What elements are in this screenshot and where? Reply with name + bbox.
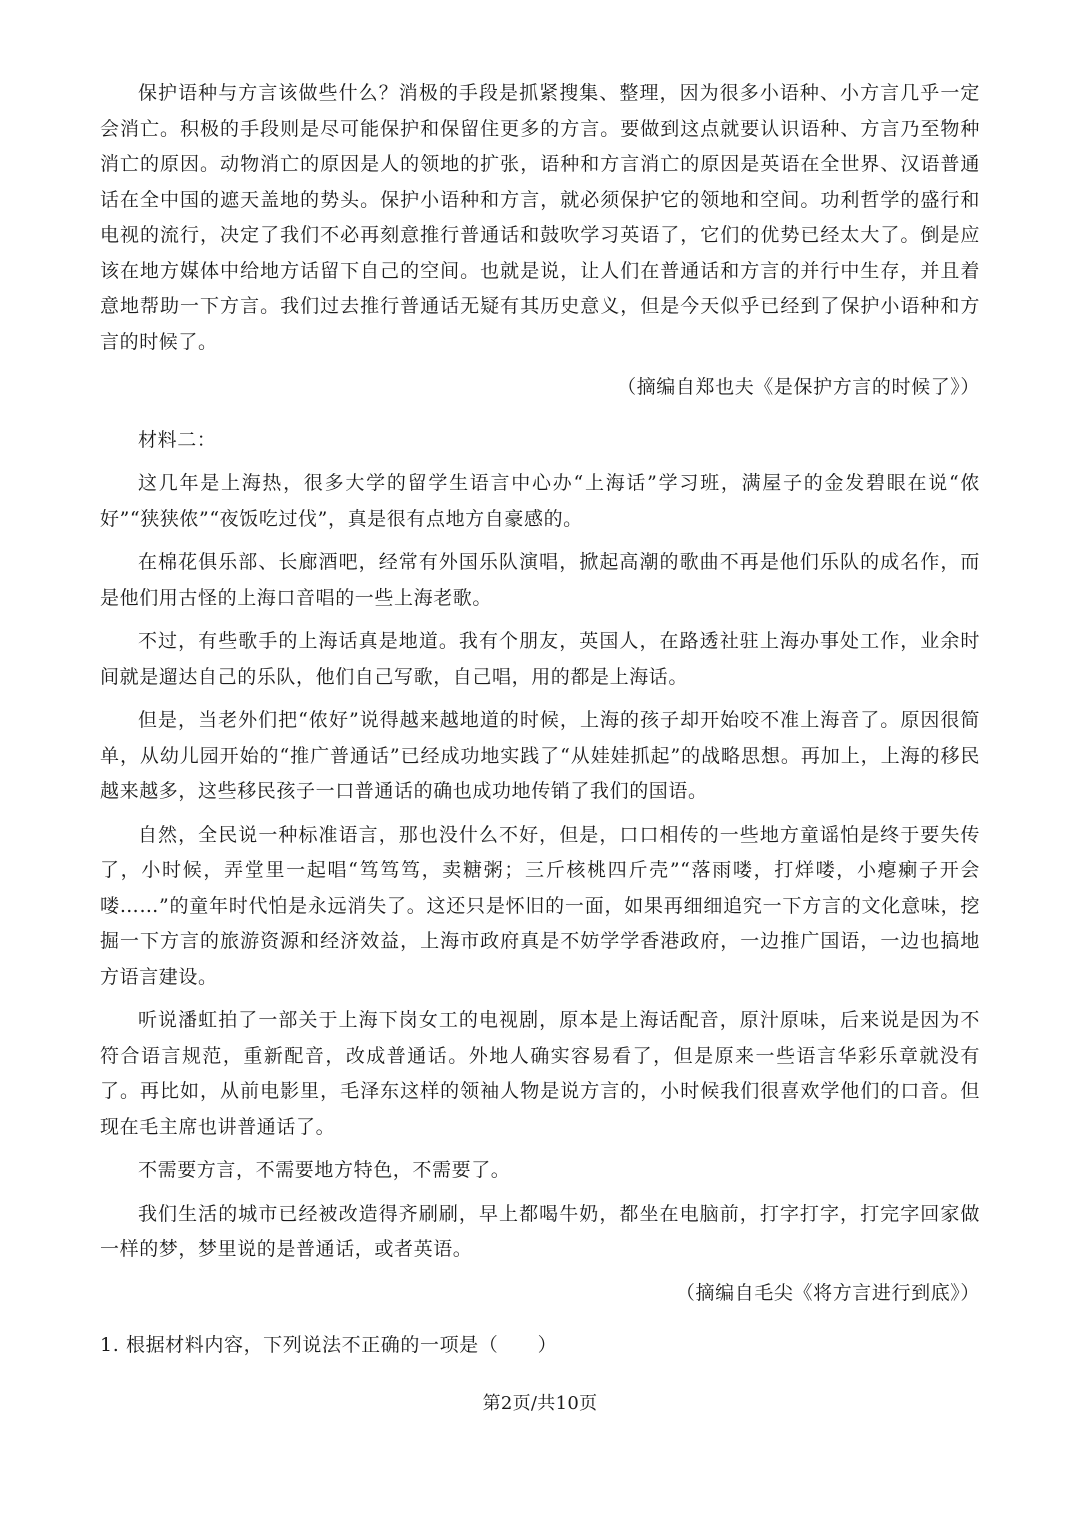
page-number: 第2页/共10页 [482, 1393, 598, 1414]
material2-paragraph: 但是，当老外们把“侬好”说得越来越地道的时候，上海的孩子却开始咬不准上海音了。原因很简单，从幼儿园开始的“推广普通话”已经成功地实践了“从娃娃抓起”的战略思想。再加上，上海的移民越来越多，这些移民孩子一口普通话的确也成功地传销了我们的国语。 [100, 709, 980, 802]
material2-paragraph: 这几年是上海热，很多大学的留学生语言中心办“上海话”学习班，满屋子的金发碧眼在说“侬好”“狭狭侬”“夜饭吃过伐”，真是很有点地方自豪感的。 [100, 472, 980, 530]
material2-paragraph: 不过，有些歌手的上海话真是地道。我有个朋友，英国人，在路透社驻上海办事处工作，业余时间就是遛达自己的乐队，他们自己写歌，自己唱，用的都是上海话。 [100, 630, 980, 688]
question-1: 1. 根据材料内容，下列说法不正确的一项是（ ） [100, 1333, 558, 1356]
material2-source: （摘编自毛尖《将方言进行到底》） [675, 1281, 980, 1304]
material1-paragraph: 保护语种与方言该做些什么？消极的手段是抓紧搜集、整理，因为很多小语种、小方言几乎一定会消亡。积极的手段则是尽可能保护和保留住更多的方言。要做到这点就要认识语种、方言乃至物种消亡的原因。动物消亡的原因是人的领地的扩张，语种和方言消亡的原因是英语在全世界、汉语普通话在全中国的遮天盖地的势头。保护小语种和方言，就必须保护它的领地和空间。功利哲学的盛行和电视的流行，决定了我们不必再刻意推行普通话和鼓吹学习英语了，它们的优势已经太大了。倒是应该在地方媒体中给地方话留下自己的空间。也就是说，让人们在普通话和方言的并行中生存，并且着意地帮助一下方言。我们过去推行普通话无疑有其历史意义，但是今天似乎已经到了保护小语种和方言的时候了。 [100, 82, 980, 353]
material2-paragraph: 自然，全民说一种标准语言，那也没什么不好，但是，口口相传的一些地方童谣怕是终于要失传了，小时候，弄堂里一起唱“笃笃笃，卖糖粥；三斤核桃四斤壳”“落雨喽，打烊喽，小瘪瘌子开会喽……”的童年时代怕是永远消失了。这还只是怀旧的一面，如果再细细追究一下方言的文化意味，挖掘一下方言的旅游资源和经济效益，上海市政府真是不妨学学香港政府，一边推广国语，一边也搞地方语言建设。 [100, 823, 980, 988]
material1-source: （摘编自郑也夫《是保护方言的时候了》） [617, 376, 980, 398]
material2-paragraph: 不需要方言，不需要地方特色，不需要了。 [138, 1159, 511, 1181]
material2-paragraph: 我们生活的城市已经被改造得齐刷刷，早上都喝牛奶，都坐在电脑前，打字打字，打完字回家做一样的梦，梦里说的是普通话，或者英语。 [100, 1202, 980, 1260]
material2-paragraph: 听说潘虹拍了一部关于上海下岗女工的电视剧，原本是上海话配音，原汁原味，后来说是因为不符合语言规范，重新配音，改成普通话。外地人确实容易看了，但是原来一些语言华彩乐章就没有了。再比如，从前电影里，毛泽东这样的领袖人物是说方言的，小时候我们很喜欢学他们的口音。但现在毛主席也讲普通话了。 [100, 1009, 980, 1138]
reading-material [100, 76, 980, 1361]
material2-heading: 材料二： [138, 429, 217, 451]
material2-paragraph: 在棉花俱乐部、长廊酒吧，经常有外国乐队演唱，掀起高潮的歌曲不再是他们乐队的成名作，而是他们用古怪的上海口音唱的一些上海老歌。 [100, 551, 980, 609]
